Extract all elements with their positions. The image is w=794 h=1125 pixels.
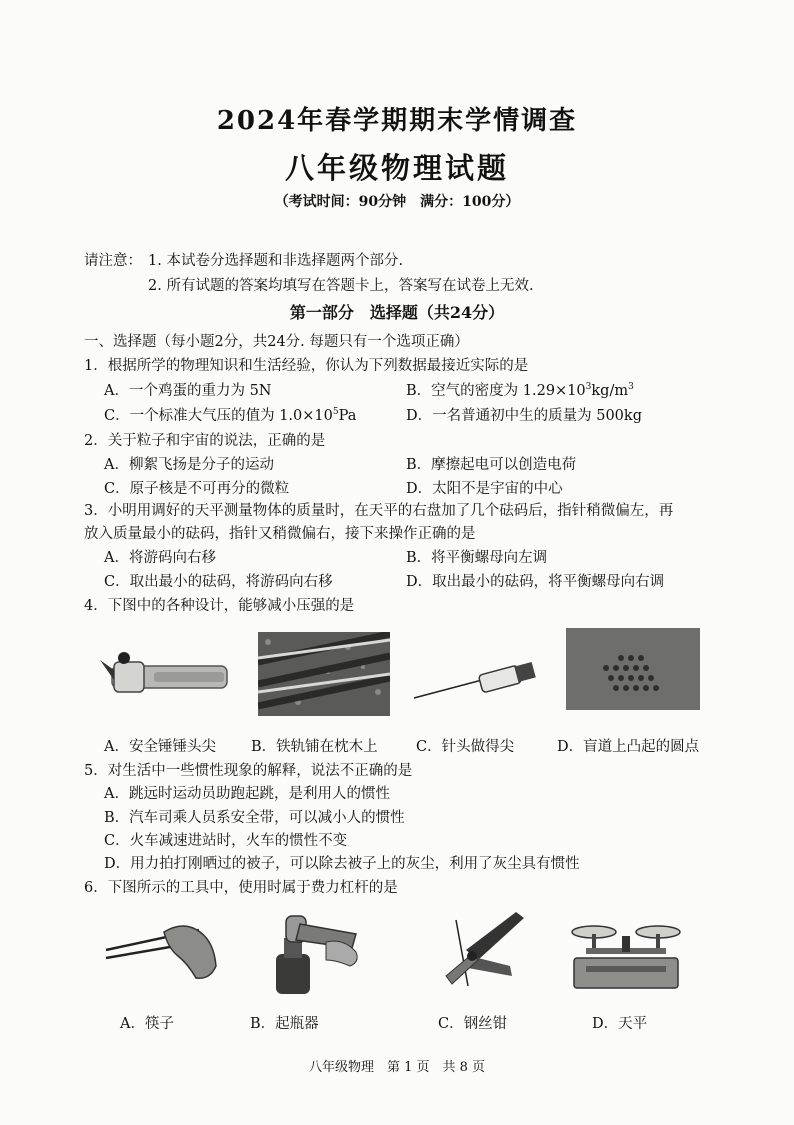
exam-title: 2024年春学期期末学情调查 xyxy=(216,106,578,136)
question-1-option-b: B．空气的密度为 $1.29\times 10^3kg/m^3$ xyxy=(406,382,634,399)
section-instruction: 一、选择题（每小题2分，共24分. 每题只有一个选项正确） xyxy=(84,334,469,350)
notice-item: 2. 所有试题的答案均填写在答题卡上，答案写在试卷上无效. xyxy=(148,278,534,294)
question-1-option-d: D．一名普通初中生的质量为 500kg xyxy=(406,408,642,424)
exam-info: （考试时间：90分钟 满分：100分） xyxy=(274,194,520,210)
question-3-option-a: A．将游码向右移 xyxy=(104,550,216,566)
question-1-option-a: A．一个鸡蛋的重力为 5N xyxy=(104,383,272,399)
question-5-option-c: C．火车减速进站时，火车的惯性不变 xyxy=(104,833,348,849)
exam-subtitle: 八年级物理试题 xyxy=(284,151,509,185)
question-2-option-c: C．原子核是不可再分的微粒 xyxy=(104,481,290,497)
question-1-option-c: C．一个标准大气压的值为 $1.0\times 10^5Pa$ xyxy=(104,407,357,424)
question-4-option-c: C．针头做得尖 xyxy=(416,739,515,755)
question-5-option-a: A．跳远时运动员助跑起跳，是利用人的惯性 xyxy=(104,786,390,802)
question-4-option-a: A．安全锤锤头尖 xyxy=(104,739,216,755)
question-6-option-b: B．起瓶器 xyxy=(250,1016,319,1032)
railway-track-image xyxy=(258,632,390,716)
question-2-stem: 2．关于粒子和宇宙的说法，正确的是 xyxy=(84,433,326,449)
question-2-option-d: D．太阳不是宇宙的中心 xyxy=(406,481,563,497)
question-5-stem: 5．对生活中一些惯性现象的解释，说法不正确的是 xyxy=(84,763,413,779)
question-3-stem-cont: 放入质量最小的砝码，指针又稍微偏右，接下来操作正确的是 xyxy=(84,526,476,542)
question-1-stem: 1．根据所学的物理知识和生活经验，你认为下列数据最接近实际的是 xyxy=(84,358,529,374)
question-2-option-b: B．摩擦起电可以创造电荷 xyxy=(406,457,577,473)
question-4-option-b: B．铁轨铺在枕木上 xyxy=(251,739,378,755)
question-3-option-d: D．取出最小的砝码，将平衡螺母向右调 xyxy=(406,574,665,590)
notice-label: 请注意： xyxy=(84,253,142,269)
chopsticks-image xyxy=(104,912,224,984)
question-4-option-d: D．盲道上凸起的圆点 xyxy=(557,739,700,755)
syringe-image xyxy=(412,648,538,704)
question-3-option-b: B．将平衡螺母向左调 xyxy=(406,550,548,566)
wire-pliers-image xyxy=(436,906,532,988)
question-6-option-a: A．筷子 xyxy=(120,1016,174,1032)
bottle-opener-image xyxy=(266,902,366,994)
section-title: 第一部分 选择题（共24分） xyxy=(289,303,505,322)
page-footer: 八年级物理 第 1 页 共 8 页 xyxy=(308,1060,486,1075)
safety-hammer-image xyxy=(94,636,234,716)
balance-scale-image xyxy=(566,918,686,992)
question-3-option-c: C．取出最小的砝码，将游码向右移 xyxy=(104,574,333,590)
question-4-stem: 4．下图中的各种设计，能够减小压强的是 xyxy=(84,598,355,614)
question-6-option-d: D．天平 xyxy=(592,1016,648,1032)
question-3-stem: 3．小明用调好的天平测量物体的质量时，在天平的右盘加了几个砝码后，指针稍微偏左，再 xyxy=(84,503,674,519)
question-5-option-b: B．汽车司乘人员系安全带，可以减小人的惯性 xyxy=(104,810,405,826)
notice-item: 1. 本试卷分选择题和非选择题两个部分. xyxy=(148,253,404,269)
question-5-option-d: D．用力拍打刚晒过的被子，可以除去被子上的灰尘，利用了灰尘具有惯性 xyxy=(104,856,580,872)
question-2-option-a: A．柳絮飞扬是分子的运动 xyxy=(104,457,274,473)
question-6-option-c: C．钢丝钳 xyxy=(438,1016,508,1032)
tactile-paving-image xyxy=(566,628,700,710)
question-6-stem: 6．下图所示的工具中，使用时属于费力杠杆的是 xyxy=(84,880,398,896)
